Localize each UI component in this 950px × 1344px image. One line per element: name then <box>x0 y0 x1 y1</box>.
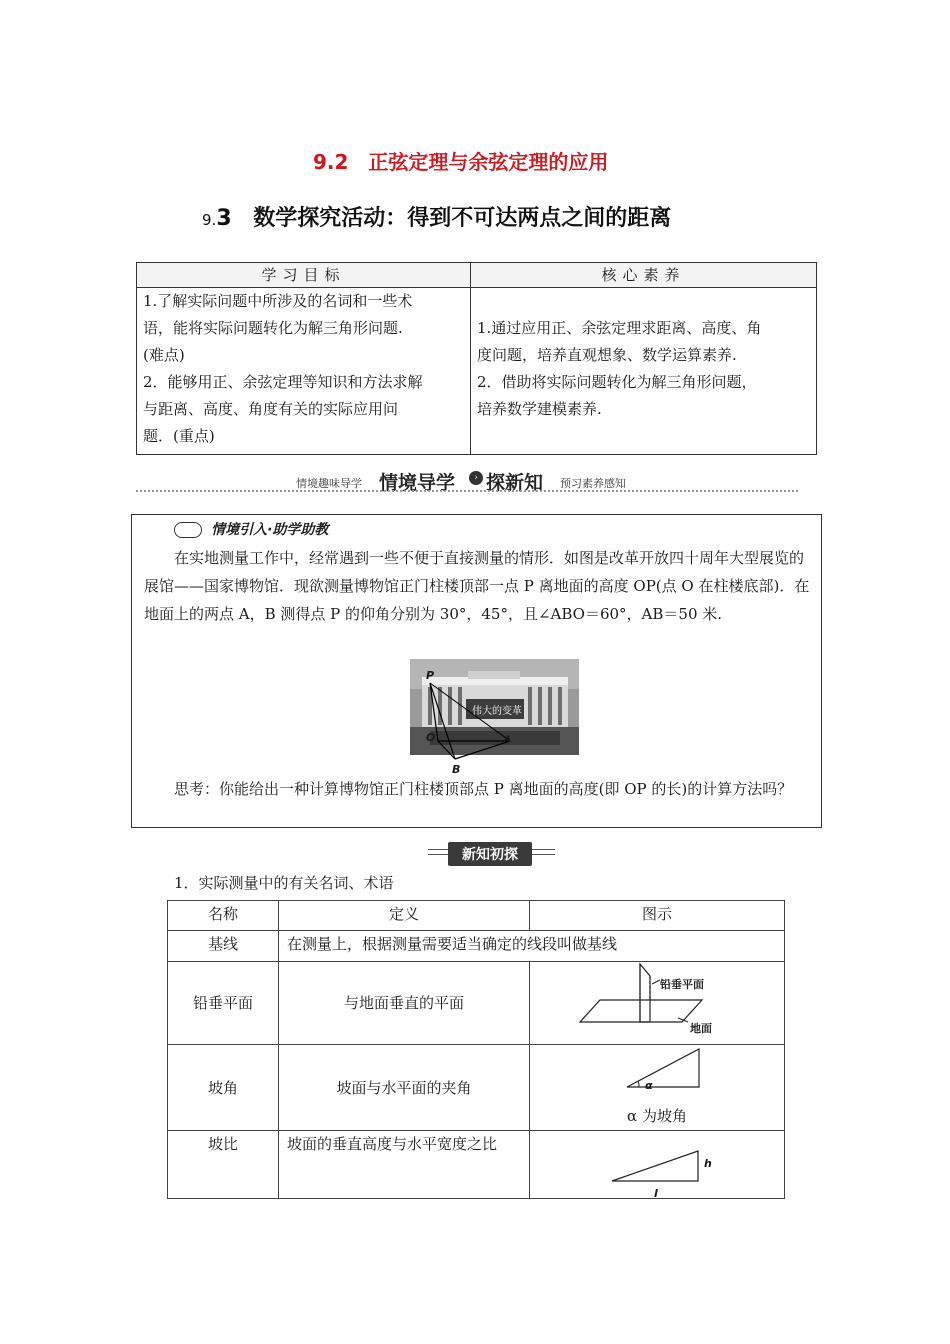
goal-line: (难点) <box>143 346 185 364</box>
goal-line: 1.了解实际问题中所涉及的名词和一些术 <box>143 292 413 310</box>
context-box <box>131 514 822 828</box>
context-paragraph: 在实地测量工作中，经常遇到一些不便于直接测量的情形．如图是改革开放四十周年大型展览的展馆——国家博物馆．现欲测量博物馆正门柱楼顶部一点 P 离地面的高度 OP(点 O 在柱楼底部)．在地面上的两点 A，B 测得点 P 的仰角分别为 30°，45°，且∠ABO＝60°，AB＝50 米. <box>144 549 810 623</box>
subsection-number-prefix: 9. <box>202 211 217 229</box>
term-name: 坡比 <box>168 1131 279 1199</box>
vertical-plane-label: 铅垂平面 <box>660 978 704 991</box>
competency-line: 度问题，培养直观想象、数学运算素养. <box>477 346 737 364</box>
banner-left-text: 情境趣味导学 <box>296 477 362 490</box>
length-label: l <box>654 1187 658 1200</box>
competency-line: 1.通过应用正、余弦定理求距离、高度、角 <box>477 319 762 337</box>
context-heading: 情境引入·助学助教 <box>174 519 328 539</box>
ground-label: 地面 <box>690 1022 712 1035</box>
section-banner <box>136 466 798 496</box>
learning-goals-table <box>136 262 817 455</box>
term-name: 坡角 <box>168 1045 279 1131</box>
goals-cell <box>137 288 471 455</box>
banner-main-text: 情境导学 <box>379 472 456 494</box>
term-figure <box>530 1131 785 1199</box>
slope-angle-caption: α 为坡角 <box>627 1107 687 1125</box>
goals-header: 学习目标 <box>137 263 471 288</box>
competency-line: 培养数学建模素养. <box>477 400 602 418</box>
term-definition: 坡面与水平面的夹角 <box>279 1045 530 1131</box>
section-tag <box>428 842 555 862</box>
terms-header-name: 名称 <box>168 901 279 931</box>
book-icon <box>174 522 202 538</box>
goal-line: 与距离、高度、角度有关的实际应用问 <box>143 400 399 418</box>
slope-angle-diagram <box>538 1045 776 1103</box>
alpha-label: α <box>645 1079 653 1092</box>
banner-divider <box>136 490 798 492</box>
subsection-title <box>202 201 671 232</box>
chevron-right-icon: › <box>469 471 483 485</box>
subsection-title-text: 数学探究活动：得到不可达两点之间的距离 <box>253 206 672 231</box>
point-o-label: O <box>426 731 436 744</box>
point-a-label: A <box>504 735 511 745</box>
height-label: h <box>704 1157 712 1170</box>
term-definition: 在测量上，根据测量需要适当确定的线段叫做基线 <box>279 931 785 962</box>
museum-photo <box>410 659 579 776</box>
section-title: 9.2 正弦定理与余弦定理的应用 <box>313 150 609 174</box>
goal-line: 题．(重点) <box>143 427 215 445</box>
terms-intro: 1．实际测量中的有关名词、术语 <box>174 874 394 892</box>
section-tag-label: 新知初探 <box>448 842 532 866</box>
banner-main-text-2: 探新知 <box>486 472 544 494</box>
term-figure <box>530 1045 785 1131</box>
think-question: 思考：你能给出一种计算博物馆正门柱楼顶部点 P 离地面的高度(即 OP 的长)的计算方法吗？ <box>174 780 793 798</box>
subsection-number: 3 <box>216 206 232 231</box>
competency-line: 2．借助将实际问题转化为解三角形问题， <box>477 373 757 391</box>
point-b-label: B <box>452 763 461 776</box>
banner-right-text: 预习素养感知 <box>560 477 626 490</box>
goal-line: 语，能将实际问题转化为解三角形问题. <box>143 319 403 337</box>
term-definition: 坡面的垂直高度与水平宽度之比 <box>279 1131 530 1199</box>
slope-ratio-diagram <box>538 1131 776 1200</box>
competency-header: 核心素养 <box>471 263 817 288</box>
terms-header-fig: 图示 <box>530 901 785 931</box>
goal-line: 2．能够用正、余弦定理等知识和方法求解 <box>143 373 423 391</box>
term-figure <box>530 962 785 1045</box>
point-p-label: P <box>426 669 435 682</box>
term-name: 基线 <box>168 931 279 962</box>
photo-banner-text: 伟大的变革 <box>472 706 522 717</box>
term-name: 铅垂平面 <box>168 962 279 1045</box>
terms-header-def: 定义 <box>279 901 530 931</box>
competency-cell <box>471 288 817 455</box>
terms-table <box>167 900 785 1199</box>
term-definition: 与地面垂直的平面 <box>279 962 530 1045</box>
vertical-plane-diagram <box>578 962 778 1042</box>
